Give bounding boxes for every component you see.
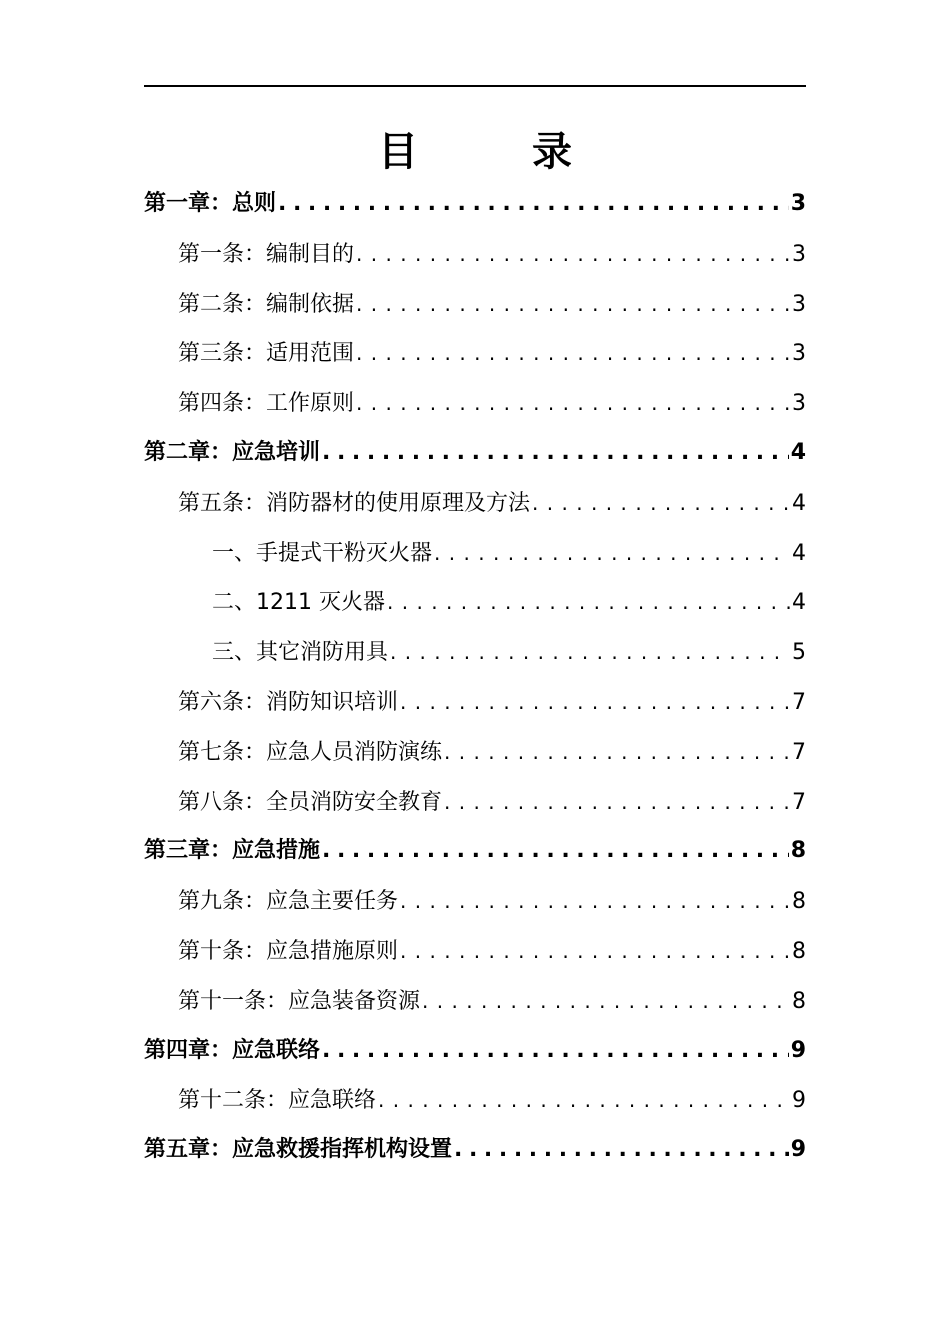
toc-article-entry[interactable] [178, 386, 806, 420]
toc-entry-page-number: 9 [792, 1088, 806, 1113]
toc-dot-leader [434, 536, 790, 570]
toc-entry-label: 第十一条：应急装备资源 [178, 989, 421, 1014]
toc-chapter-entry[interactable] [144, 436, 806, 470]
toc-entry-page-number: 8 [792, 989, 806, 1014]
toc-entry-label: 二、1211 灭火器 [212, 590, 385, 615]
toc-entry-label: 第九条：应急主要任务 [178, 889, 399, 914]
toc-entry-page-number: 4 [790, 440, 806, 465]
toc-article-entry[interactable] [178, 336, 806, 370]
toc-dot-leader [322, 1034, 789, 1068]
toc-entry-label: 第五条：消防器材的使用原理及方法 [178, 491, 531, 516]
toc-entry-page-number: 8 [792, 939, 806, 964]
toc-entry-label: 三、其它消防用具 [212, 640, 389, 665]
toc-dot-leader [322, 436, 789, 470]
toc-dot-leader [400, 685, 790, 719]
toc-entry-page-number: 3 [792, 292, 806, 317]
toc-dot-leader [444, 735, 790, 769]
toc-entry-page-number: 3 [792, 391, 806, 416]
toc-subsection-entry[interactable] [212, 536, 806, 570]
toc-entry-page-number: 9 [790, 1038, 806, 1063]
toc-entry-label: 一、手提式干粉灭火器 [212, 541, 433, 566]
toc-entry-page-number: 5 [792, 640, 806, 665]
toc-title: 目 录 [378, 129, 622, 175]
toc-article-entry[interactable] [178, 685, 806, 719]
toc-dot-leader [454, 1133, 789, 1167]
toc-entry-label: 第二章：应急培训 [144, 440, 321, 465]
toc-entry-page-number: 3 [792, 242, 806, 267]
toc-dot-leader [400, 884, 790, 918]
toc-subsection-entry[interactable] [212, 635, 806, 669]
toc-dot-leader [278, 187, 789, 221]
toc-entry-page-number: 7 [792, 740, 806, 765]
toc-article-entry[interactable] [178, 785, 806, 819]
toc-article-entry[interactable] [178, 486, 806, 520]
toc-subsection-entry[interactable] [212, 585, 806, 619]
toc-entry-page-number: 4 [792, 590, 806, 615]
toc-dot-leader [387, 585, 790, 619]
toc-dot-leader [378, 1083, 790, 1117]
toc-entry-label: 第一条：编制目的 [178, 242, 355, 267]
toc-dot-leader [356, 237, 790, 271]
toc-dot-leader [356, 386, 790, 420]
toc-entry-label: 第六条：消防知识培训 [178, 690, 399, 715]
toc-entry-page-number: 4 [792, 541, 806, 566]
toc-entry-page-number: 4 [792, 491, 806, 516]
toc-entry-page-number: 8 [790, 838, 806, 863]
toc-chapter-entry[interactable] [144, 1034, 806, 1068]
toc-article-entry[interactable] [178, 735, 806, 769]
toc-chapter-entry[interactable] [144, 1133, 806, 1167]
toc-dot-leader [400, 934, 790, 968]
toc-entry-label: 第二条：编制依据 [178, 292, 355, 317]
toc-chapter-entry[interactable] [144, 187, 806, 221]
toc-dot-leader [532, 486, 790, 520]
toc-article-entry[interactable] [178, 984, 806, 1018]
toc-article-entry[interactable] [178, 1083, 806, 1117]
toc-dot-leader [356, 287, 790, 321]
header-rule [144, 85, 806, 87]
toc-dot-leader [444, 785, 790, 819]
toc-entry-page-number: 3 [792, 341, 806, 366]
toc-entry-label: 第三条：适用范围 [178, 341, 355, 366]
toc-entry-label: 第十二条：应急联络 [178, 1088, 377, 1113]
toc-entry-label: 第四条：工作原则 [178, 391, 355, 416]
toc-dot-leader [390, 635, 790, 669]
toc-dot-leader [422, 984, 790, 1018]
toc-entry-page-number: 9 [790, 1137, 806, 1162]
toc-dot-leader [356, 336, 790, 370]
toc-entry-page-number: 8 [792, 889, 806, 914]
toc-article-entry[interactable] [178, 934, 806, 968]
toc-dot-leader [322, 834, 789, 868]
toc-entry-label: 第十条：应急措施原则 [178, 939, 399, 964]
toc-article-entry[interactable] [178, 237, 806, 271]
toc-entry-page-number: 7 [792, 690, 806, 715]
toc-article-entry[interactable] [178, 884, 806, 918]
toc-entry-label: 第七条：应急人员消防演练 [178, 740, 443, 765]
toc-entry-label: 第八条：全员消防安全教育 [178, 790, 443, 815]
toc-chapter-entry[interactable] [144, 834, 806, 868]
toc-entry-label: 第一章：总则 [144, 191, 277, 216]
toc-entry-page-number: 3 [790, 191, 806, 216]
toc-article-entry[interactable] [178, 287, 806, 321]
toc-entry-label: 第四章：应急联络 [144, 1038, 321, 1063]
toc-entry-page-number: 7 [792, 790, 806, 815]
toc-entry-label: 第三章：应急措施 [144, 838, 321, 863]
toc-entry-label: 第五章：应急救援指挥机构设置 [144, 1137, 453, 1162]
